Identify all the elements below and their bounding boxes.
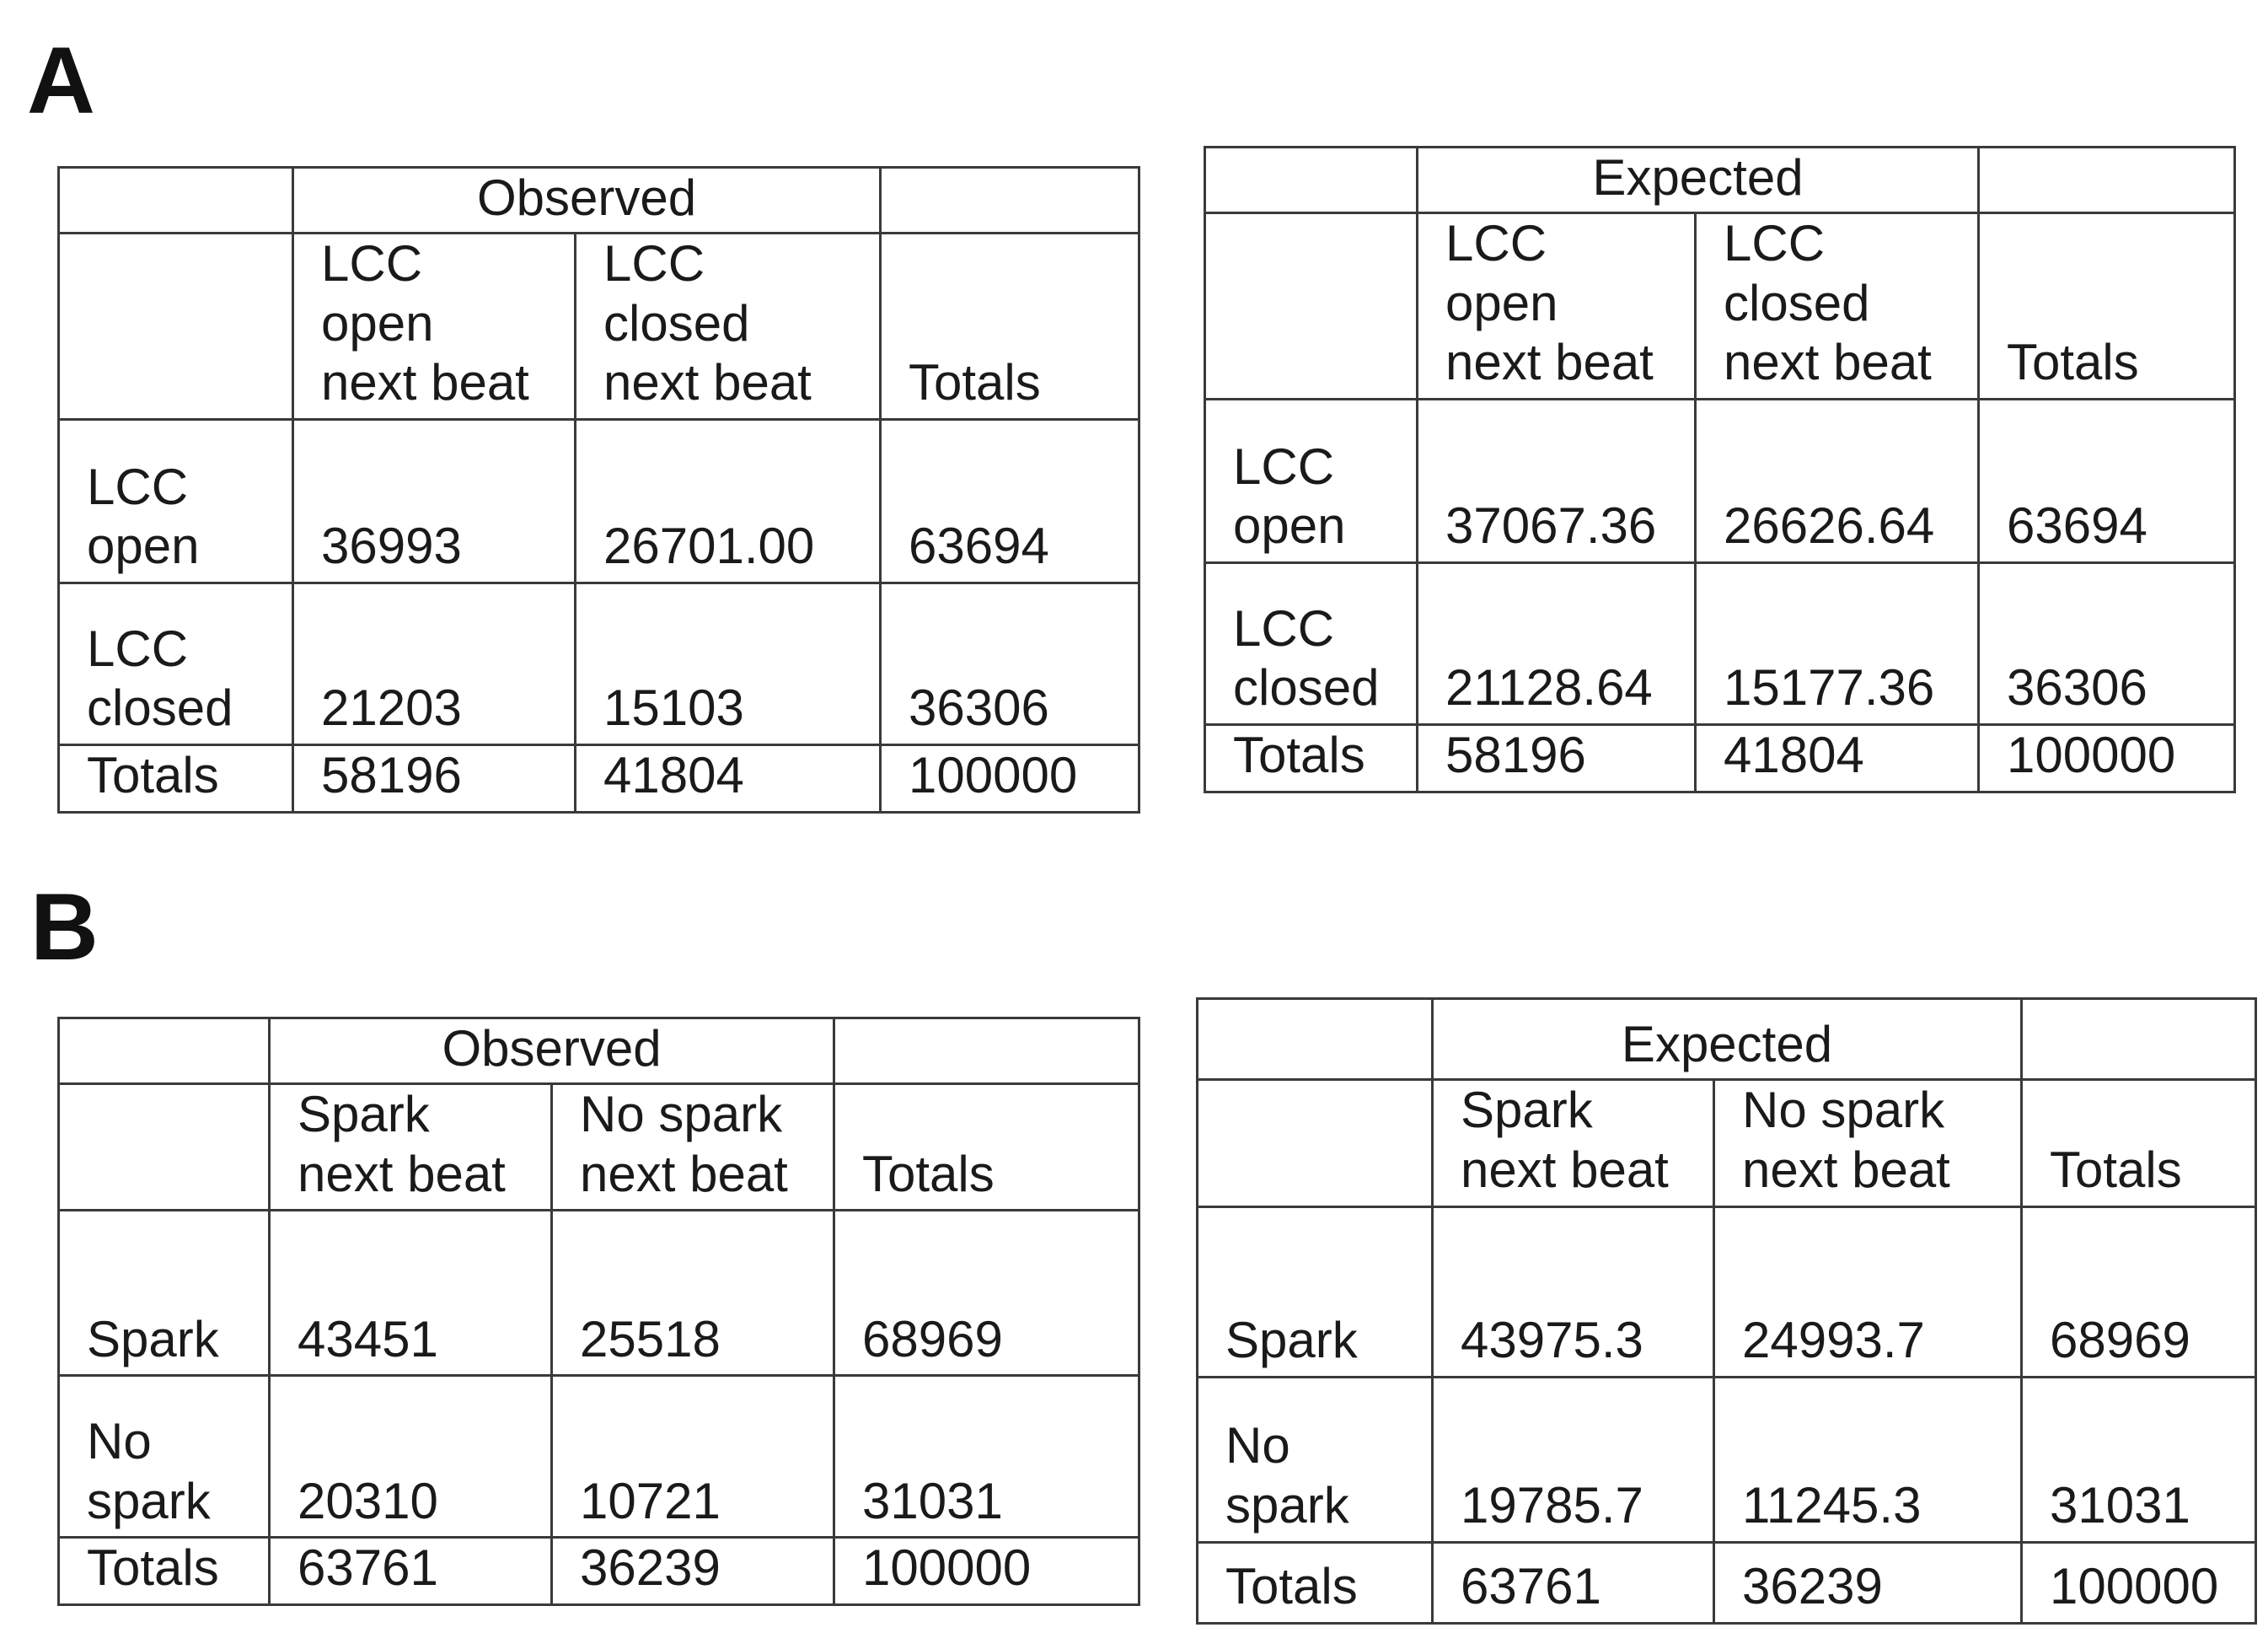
table-cell: 100000: [1979, 725, 2235, 792]
panel-label-b: B: [30, 874, 99, 980]
table-cell: 100000: [2022, 1542, 2256, 1623]
totals-row: [59, 745, 1139, 813]
table-row: [59, 583, 1139, 745]
table-title: Expected: [1418, 148, 1979, 213]
row-label: Totals: [1198, 1542, 1433, 1623]
table-row: [1205, 400, 2235, 563]
corner-cell: [59, 1018, 270, 1084]
table-cell: 21128.64: [1418, 563, 1696, 725]
column-header: LCC open next beat: [293, 233, 576, 419]
column-header: No spark next beat: [1714, 1080, 2022, 1207]
table-cell: 20310: [270, 1376, 552, 1538]
table-cell: 31031: [834, 1376, 1139, 1538]
title-blank-cell: [1979, 148, 2235, 213]
table-a-observed: [57, 166, 1140, 814]
row-label: LCC open: [59, 420, 293, 583]
table-row: [59, 420, 1139, 583]
row-label: Totals: [59, 1538, 270, 1605]
title-row: [1198, 999, 2256, 1080]
table-cell: 31031: [2022, 1377, 2256, 1542]
table-cell: 41804: [576, 745, 881, 813]
table-cell: 43975.3: [1433, 1206, 1714, 1377]
column-header: Totals: [2022, 1080, 2256, 1207]
table-cell: 63761: [1433, 1542, 1714, 1623]
totals-row: [1198, 1542, 2256, 1623]
table-cell: 63761: [270, 1538, 552, 1605]
title-row: [1205, 148, 2235, 213]
table-b-observed: [57, 1017, 1140, 1606]
panel-label-a: A: [27, 28, 95, 133]
table-cell: 58196: [293, 745, 576, 813]
row-label: Totals: [59, 745, 293, 813]
table-cell: 36306: [881, 583, 1139, 745]
column-header: LCC closed next beat: [1696, 212, 1979, 399]
table-cell: 58196: [1418, 725, 1696, 792]
column-header: LCC open next beat: [1418, 212, 1696, 399]
row-label: Spark: [1198, 1206, 1433, 1377]
column-header: Spark next beat: [1433, 1080, 1714, 1207]
row-label: Totals: [1205, 725, 1418, 792]
table-row: [59, 1376, 1139, 1538]
row-label: No spark: [59, 1376, 270, 1538]
column-header: Totals: [881, 233, 1139, 419]
row-label: LCC closed: [59, 583, 293, 745]
table-cell: 15177.36: [1696, 563, 1979, 725]
header-corner-cell: [59, 233, 293, 419]
column-header: Totals: [1979, 212, 2235, 399]
table-cell: 100000: [834, 1538, 1139, 1605]
table-a-expected: [1204, 146, 2236, 793]
corner-cell: [59, 168, 293, 234]
table-cell: 10721: [552, 1376, 834, 1538]
header-corner-cell: [1198, 1080, 1433, 1207]
table-cell: 68969: [2022, 1206, 2256, 1377]
table-cell: 43451: [270, 1211, 552, 1376]
table-cell: 25518: [552, 1211, 834, 1376]
header-corner-cell: [1205, 212, 1418, 399]
column-header-row: [1205, 212, 2235, 399]
column-header-row: [59, 1083, 1139, 1211]
table-cell: 63694: [881, 420, 1139, 583]
table-row: [1205, 563, 2235, 725]
table-cell: 11245.3: [1714, 1377, 2022, 1542]
row-label: LCC open: [1205, 400, 1418, 563]
row-label: LCC closed: [1205, 563, 1418, 725]
totals-row: [1205, 725, 2235, 792]
table-cell: 26701.00: [576, 420, 881, 583]
row-label: Spark: [59, 1211, 270, 1376]
table-cell: 36306: [1979, 563, 2235, 725]
table-cell: 41804: [1696, 725, 1979, 792]
title-row: [59, 168, 1139, 234]
table-title: Expected: [1433, 999, 2022, 1080]
column-header-row: [1198, 1080, 2256, 1207]
table-cell: 15103: [576, 583, 881, 745]
table-cell: 26626.64: [1696, 400, 1979, 563]
title-blank-cell: [834, 1018, 1139, 1084]
header-corner-cell: [59, 1083, 270, 1211]
column-header: Totals: [834, 1083, 1139, 1211]
corner-cell: [1198, 999, 1433, 1080]
table-cell: 36239: [552, 1538, 834, 1605]
totals-row: [59, 1538, 1139, 1605]
table-cell: 24993.7: [1714, 1206, 2022, 1377]
title-blank-cell: [881, 168, 1139, 234]
table-cell: 19785.7: [1433, 1377, 1714, 1542]
table-row: [59, 1211, 1139, 1376]
table-cell: 36993: [293, 420, 576, 583]
title-row: [59, 1018, 1139, 1084]
column-header: No spark next beat: [552, 1083, 834, 1211]
table-b-expected: [1196, 997, 2257, 1625]
row-label: No spark: [1198, 1377, 1433, 1542]
table-cell: 36239: [1714, 1542, 2022, 1623]
table-row: [1198, 1377, 2256, 1542]
table-cell: 21203: [293, 583, 576, 745]
table-cell: 100000: [881, 745, 1139, 813]
table-title: Observed: [293, 168, 881, 234]
column-header-row: [59, 233, 1139, 419]
table-title: Observed: [270, 1018, 834, 1084]
title-blank-cell: [2022, 999, 2256, 1080]
table-row: [1198, 1206, 2256, 1377]
table-cell: 68969: [834, 1211, 1139, 1376]
table-cell: 37067.36: [1418, 400, 1696, 563]
corner-cell: [1205, 148, 1418, 213]
column-header: Spark next beat: [270, 1083, 552, 1211]
column-header: LCC closed next beat: [576, 233, 881, 419]
table-cell: 63694: [1979, 400, 2235, 563]
